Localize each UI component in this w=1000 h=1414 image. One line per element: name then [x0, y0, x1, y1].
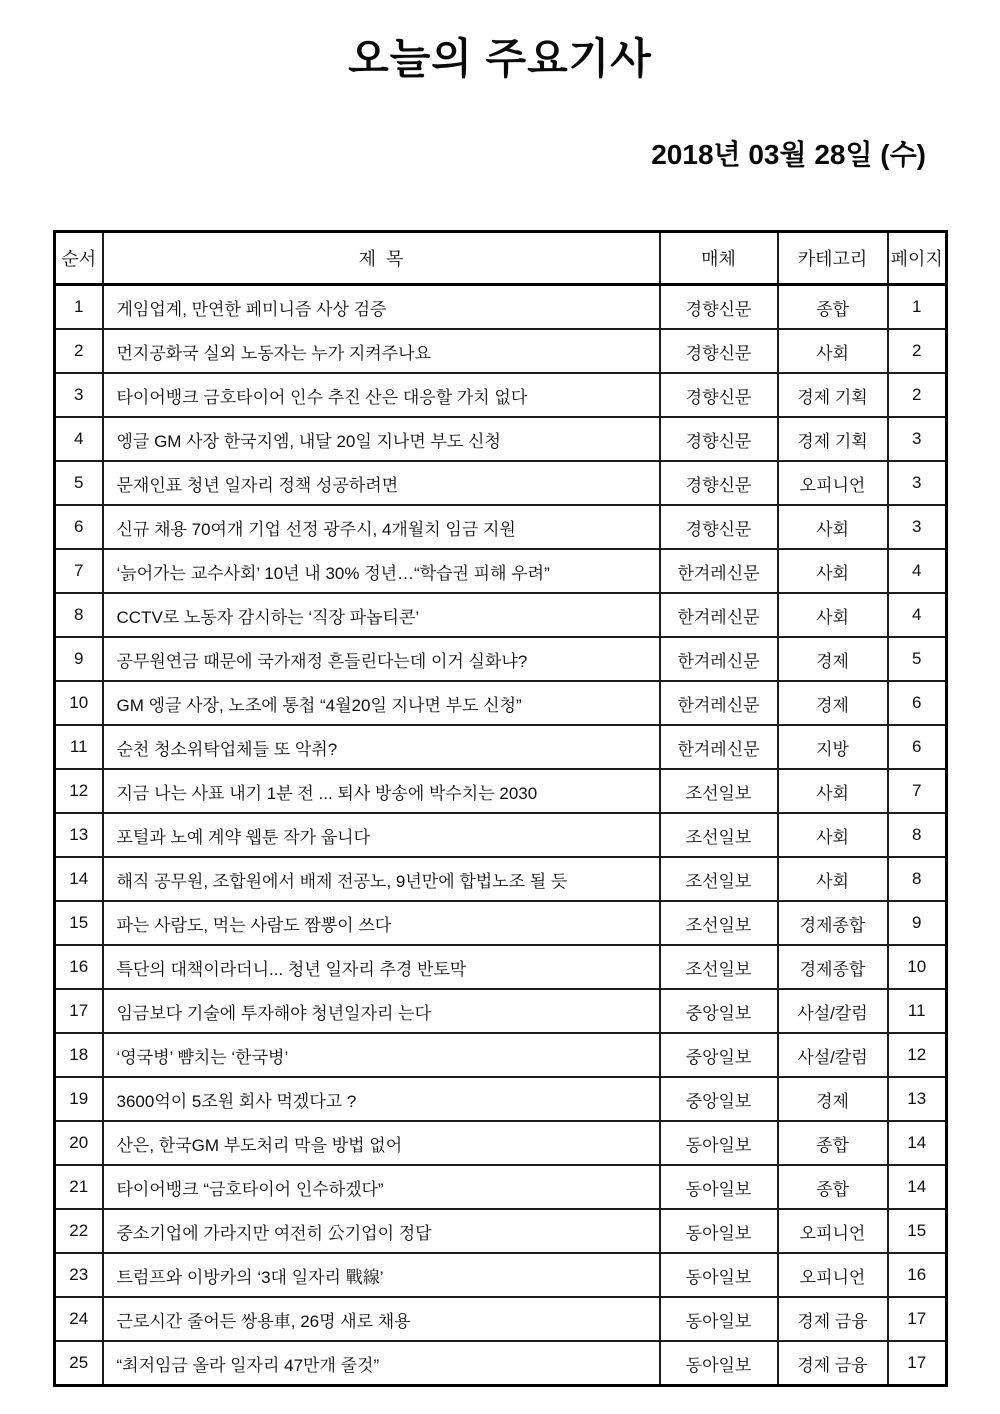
cell-media: 동아일보 — [660, 1253, 778, 1297]
cell-page: 6 — [888, 725, 947, 769]
cell-page: 3 — [888, 505, 947, 549]
cell-order: 23 — [55, 1253, 103, 1297]
cell-title: 트럼프와 이방카의 ‘3대 일자리 戰線’ — [103, 1253, 660, 1297]
cell-media: 조선일보 — [660, 945, 778, 989]
cell-page: 1 — [888, 285, 947, 330]
cell-media: 동아일보 — [660, 1121, 778, 1165]
table-row — [55, 945, 947, 989]
cell-title: 타이어뱅크 “금호타이어 인수하겠다” — [103, 1165, 660, 1209]
cell-order: 25 — [55, 1341, 103, 1386]
cell-category: 경제종합 — [778, 945, 888, 989]
cell-media: 조선일보 — [660, 857, 778, 901]
table-row — [55, 285, 947, 330]
cell-media: 중앙일보 — [660, 1033, 778, 1077]
cell-page: 14 — [888, 1165, 947, 1209]
cell-title: 파는 사람도, 먹는 사람도 짬뽕이 쓰다 — [103, 901, 660, 945]
cell-category: 사회 — [778, 857, 888, 901]
cell-media: 한겨레신문 — [660, 549, 778, 593]
cell-page: 10 — [888, 945, 947, 989]
col-header-page: 페이지 — [888, 232, 947, 285]
cell-media: 동아일보 — [660, 1341, 778, 1386]
cell-media: 경향신문 — [660, 505, 778, 549]
table-row — [55, 417, 947, 461]
table-row — [55, 725, 947, 769]
page-title: 오늘의 주요기사 — [348, 35, 652, 82]
cell-order: 18 — [55, 1033, 103, 1077]
cell-order: 24 — [55, 1297, 103, 1341]
cell-category: 사회 — [778, 505, 888, 549]
cell-title: GM 엥글 사장, 노조에 통첩 “4월20일 지나면 부도 신청” — [103, 681, 660, 725]
table-row — [55, 1253, 947, 1297]
cell-media: 조선일보 — [660, 813, 778, 857]
cell-page: 17 — [888, 1341, 947, 1386]
cell-category: 종합 — [778, 1121, 888, 1165]
cell-title: 공무원연금 때문에 국가재정 흔들린다는데 이거 실화냐? — [103, 637, 660, 681]
table-row — [55, 329, 947, 373]
table-row — [55, 461, 947, 505]
cell-category: 사설/칼럼 — [778, 989, 888, 1033]
cell-title: ‘영국병’ 뺨치는 ‘한국병’ — [103, 1033, 660, 1077]
cell-order: 9 — [55, 637, 103, 681]
cell-page: 15 — [888, 1209, 947, 1253]
cell-page: 16 — [888, 1253, 947, 1297]
cell-category: 오피니언 — [778, 461, 888, 505]
cell-media: 동아일보 — [660, 1297, 778, 1341]
cell-media: 경향신문 — [660, 417, 778, 461]
cell-order: 4 — [55, 417, 103, 461]
cell-order: 13 — [55, 813, 103, 857]
cell-title: 지금 나는 사표 내기 1분 전 ... 퇴사 방송에 박수치는 2030 — [103, 769, 660, 813]
cell-title: 엥글 GM 사장 한국지엠, 내달 20일 지나면 부도 신청 — [103, 417, 660, 461]
cell-order: 22 — [55, 1209, 103, 1253]
cell-media: 경향신문 — [660, 373, 778, 417]
cell-page: 4 — [888, 593, 947, 637]
cell-category: 사회 — [778, 813, 888, 857]
table-body — [55, 285, 947, 1386]
cell-order: 19 — [55, 1077, 103, 1121]
cell-media: 동아일보 — [660, 1209, 778, 1253]
cell-category: 경제 — [778, 681, 888, 725]
cell-title: 문재인표 청년 일자리 정책 성공하려면 — [103, 461, 660, 505]
table-row — [55, 681, 947, 725]
table-row — [55, 1165, 947, 1209]
cell-media: 중앙일보 — [660, 1077, 778, 1121]
cell-category: 사회 — [778, 549, 888, 593]
cell-order: 8 — [55, 593, 103, 637]
cell-order: 1 — [55, 285, 103, 330]
cell-category: 오피니언 — [778, 1209, 888, 1253]
table-row — [55, 989, 947, 1033]
table-row — [55, 1121, 947, 1165]
cell-page: 5 — [888, 637, 947, 681]
cell-page: 7 — [888, 769, 947, 813]
cell-category: 종합 — [778, 1165, 888, 1209]
cell-media: 한겨레신문 — [660, 681, 778, 725]
cell-media: 경향신문 — [660, 285, 778, 330]
cell-order: 15 — [55, 901, 103, 945]
cell-category: 사설/칼럼 — [778, 1033, 888, 1077]
news-table — [53, 230, 948, 1387]
table-row — [55, 769, 947, 813]
cell-order: 5 — [55, 461, 103, 505]
cell-category: 경제 기획 — [778, 417, 888, 461]
cell-title: 포털과 노예 계약 웹툰 작가 웁니다 — [103, 813, 660, 857]
cell-order: 17 — [55, 989, 103, 1033]
cell-category: 경제 — [778, 1077, 888, 1121]
cell-category: 경제 금융 — [778, 1297, 888, 1341]
cell-page: 17 — [888, 1297, 947, 1341]
table-row — [55, 637, 947, 681]
col-header-category: 카테고리 — [778, 232, 888, 285]
table-row — [55, 505, 947, 549]
cell-title: “최저임금 올라 일자리 47만개 줄것” — [103, 1341, 660, 1386]
cell-media: 중앙일보 — [660, 989, 778, 1033]
cell-page: 6 — [888, 681, 947, 725]
cell-page: 8 — [888, 857, 947, 901]
cell-title: 산은, 한국GM 부도처리 막을 방법 없어 — [103, 1121, 660, 1165]
table-row — [55, 901, 947, 945]
cell-title: 타이어뱅크 금호타이어 인수 추진 산은 대응할 가치 없다 — [103, 373, 660, 417]
cell-order: 20 — [55, 1121, 103, 1165]
table-row — [55, 1209, 947, 1253]
col-header-order: 순서 — [55, 232, 103, 285]
cell-order: 21 — [55, 1165, 103, 1209]
cell-title: 임금보다 기술에 투자해야 청년일자리 는다 — [103, 989, 660, 1033]
col-header-media: 매체 — [660, 232, 778, 285]
cell-page: 3 — [888, 461, 947, 505]
cell-order: 7 — [55, 549, 103, 593]
cell-order: 12 — [55, 769, 103, 813]
cell-order: 2 — [55, 329, 103, 373]
table-row — [55, 549, 947, 593]
table-row — [55, 857, 947, 901]
cell-category: 경제 금융 — [778, 1341, 888, 1386]
cell-page: 8 — [888, 813, 947, 857]
cell-category: 사회 — [778, 593, 888, 637]
cell-media: 경향신문 — [660, 329, 778, 373]
cell-order: 6 — [55, 505, 103, 549]
table-header — [55, 232, 947, 285]
cell-category: 지방 — [778, 725, 888, 769]
cell-category: 경제 기획 — [778, 373, 888, 417]
cell-category: 종합 — [778, 285, 888, 330]
cell-page: 11 — [888, 989, 947, 1033]
cell-media: 한겨레신문 — [660, 593, 778, 637]
cell-page: 3 — [888, 417, 947, 461]
cell-page: 2 — [888, 373, 947, 417]
cell-media: 경향신문 — [660, 461, 778, 505]
cell-title: 순천 청소위탁업체들 또 악취? — [103, 725, 660, 769]
table-row — [55, 593, 947, 637]
cell-media: 한겨레신문 — [660, 725, 778, 769]
date-label: 2018년 03월 28일 (수) — [651, 139, 926, 170]
cell-page: 12 — [888, 1033, 947, 1077]
table-row — [55, 1341, 947, 1386]
cell-title: ‘늙어가는 교수사회’ 10년 내 30% 정년…“학습권 피해 우려” — [103, 549, 660, 593]
table-row — [55, 813, 947, 857]
cell-category: 오피니언 — [778, 1253, 888, 1297]
cell-title: 게임업계, 만연한 페미니즘 사상 검증 — [103, 285, 660, 330]
cell-title: CCTV로 노동자 감시하는 ‘직장 파놉티콘’ — [103, 593, 660, 637]
cell-media: 동아일보 — [660, 1165, 778, 1209]
cell-page: 14 — [888, 1121, 947, 1165]
cell-page: 2 — [888, 329, 947, 373]
table-row — [55, 1033, 947, 1077]
cell-media: 조선일보 — [660, 769, 778, 813]
table-row — [55, 1297, 947, 1341]
cell-title: 근로시간 줄어든 쌍용車, 26명 새로 채용 — [103, 1297, 660, 1341]
cell-order: 10 — [55, 681, 103, 725]
cell-order: 3 — [55, 373, 103, 417]
cell-category: 사회 — [778, 329, 888, 373]
cell-title: 해직 공무원, 조합원에서 배제 전공노, 9년만에 합법노조 될 듯 — [103, 857, 660, 901]
cell-category: 경제 — [778, 637, 888, 681]
cell-page: 4 — [888, 549, 947, 593]
cell-title: 특단의 대책이라더니... 청년 일자리 추경 반토막 — [103, 945, 660, 989]
cell-title: 먼지공화국 실외 노동자는 누가 지켜주나요 — [103, 329, 660, 373]
table-row — [55, 1077, 947, 1121]
cell-title: 신규 채용 70여개 기업 선정 광주시, 4개월치 임금 지원 — [103, 505, 660, 549]
table-row — [55, 373, 947, 417]
col-header-title: 제 목 — [103, 232, 660, 285]
cell-order: 14 — [55, 857, 103, 901]
table-header-row — [55, 232, 947, 285]
cell-title: 중소기업에 가라지만 여전히 公기업이 정답 — [103, 1209, 660, 1253]
cell-order: 16 — [55, 945, 103, 989]
cell-category: 경제종합 — [778, 901, 888, 945]
cell-category: 사회 — [778, 769, 888, 813]
cell-page: 9 — [888, 901, 947, 945]
cell-order: 11 — [55, 725, 103, 769]
cell-media: 한겨레신문 — [660, 637, 778, 681]
cell-media: 조선일보 — [660, 901, 778, 945]
cell-title: 3600억이 5조원 회사 먹겠다고 ? — [103, 1077, 660, 1121]
cell-page: 13 — [888, 1077, 947, 1121]
